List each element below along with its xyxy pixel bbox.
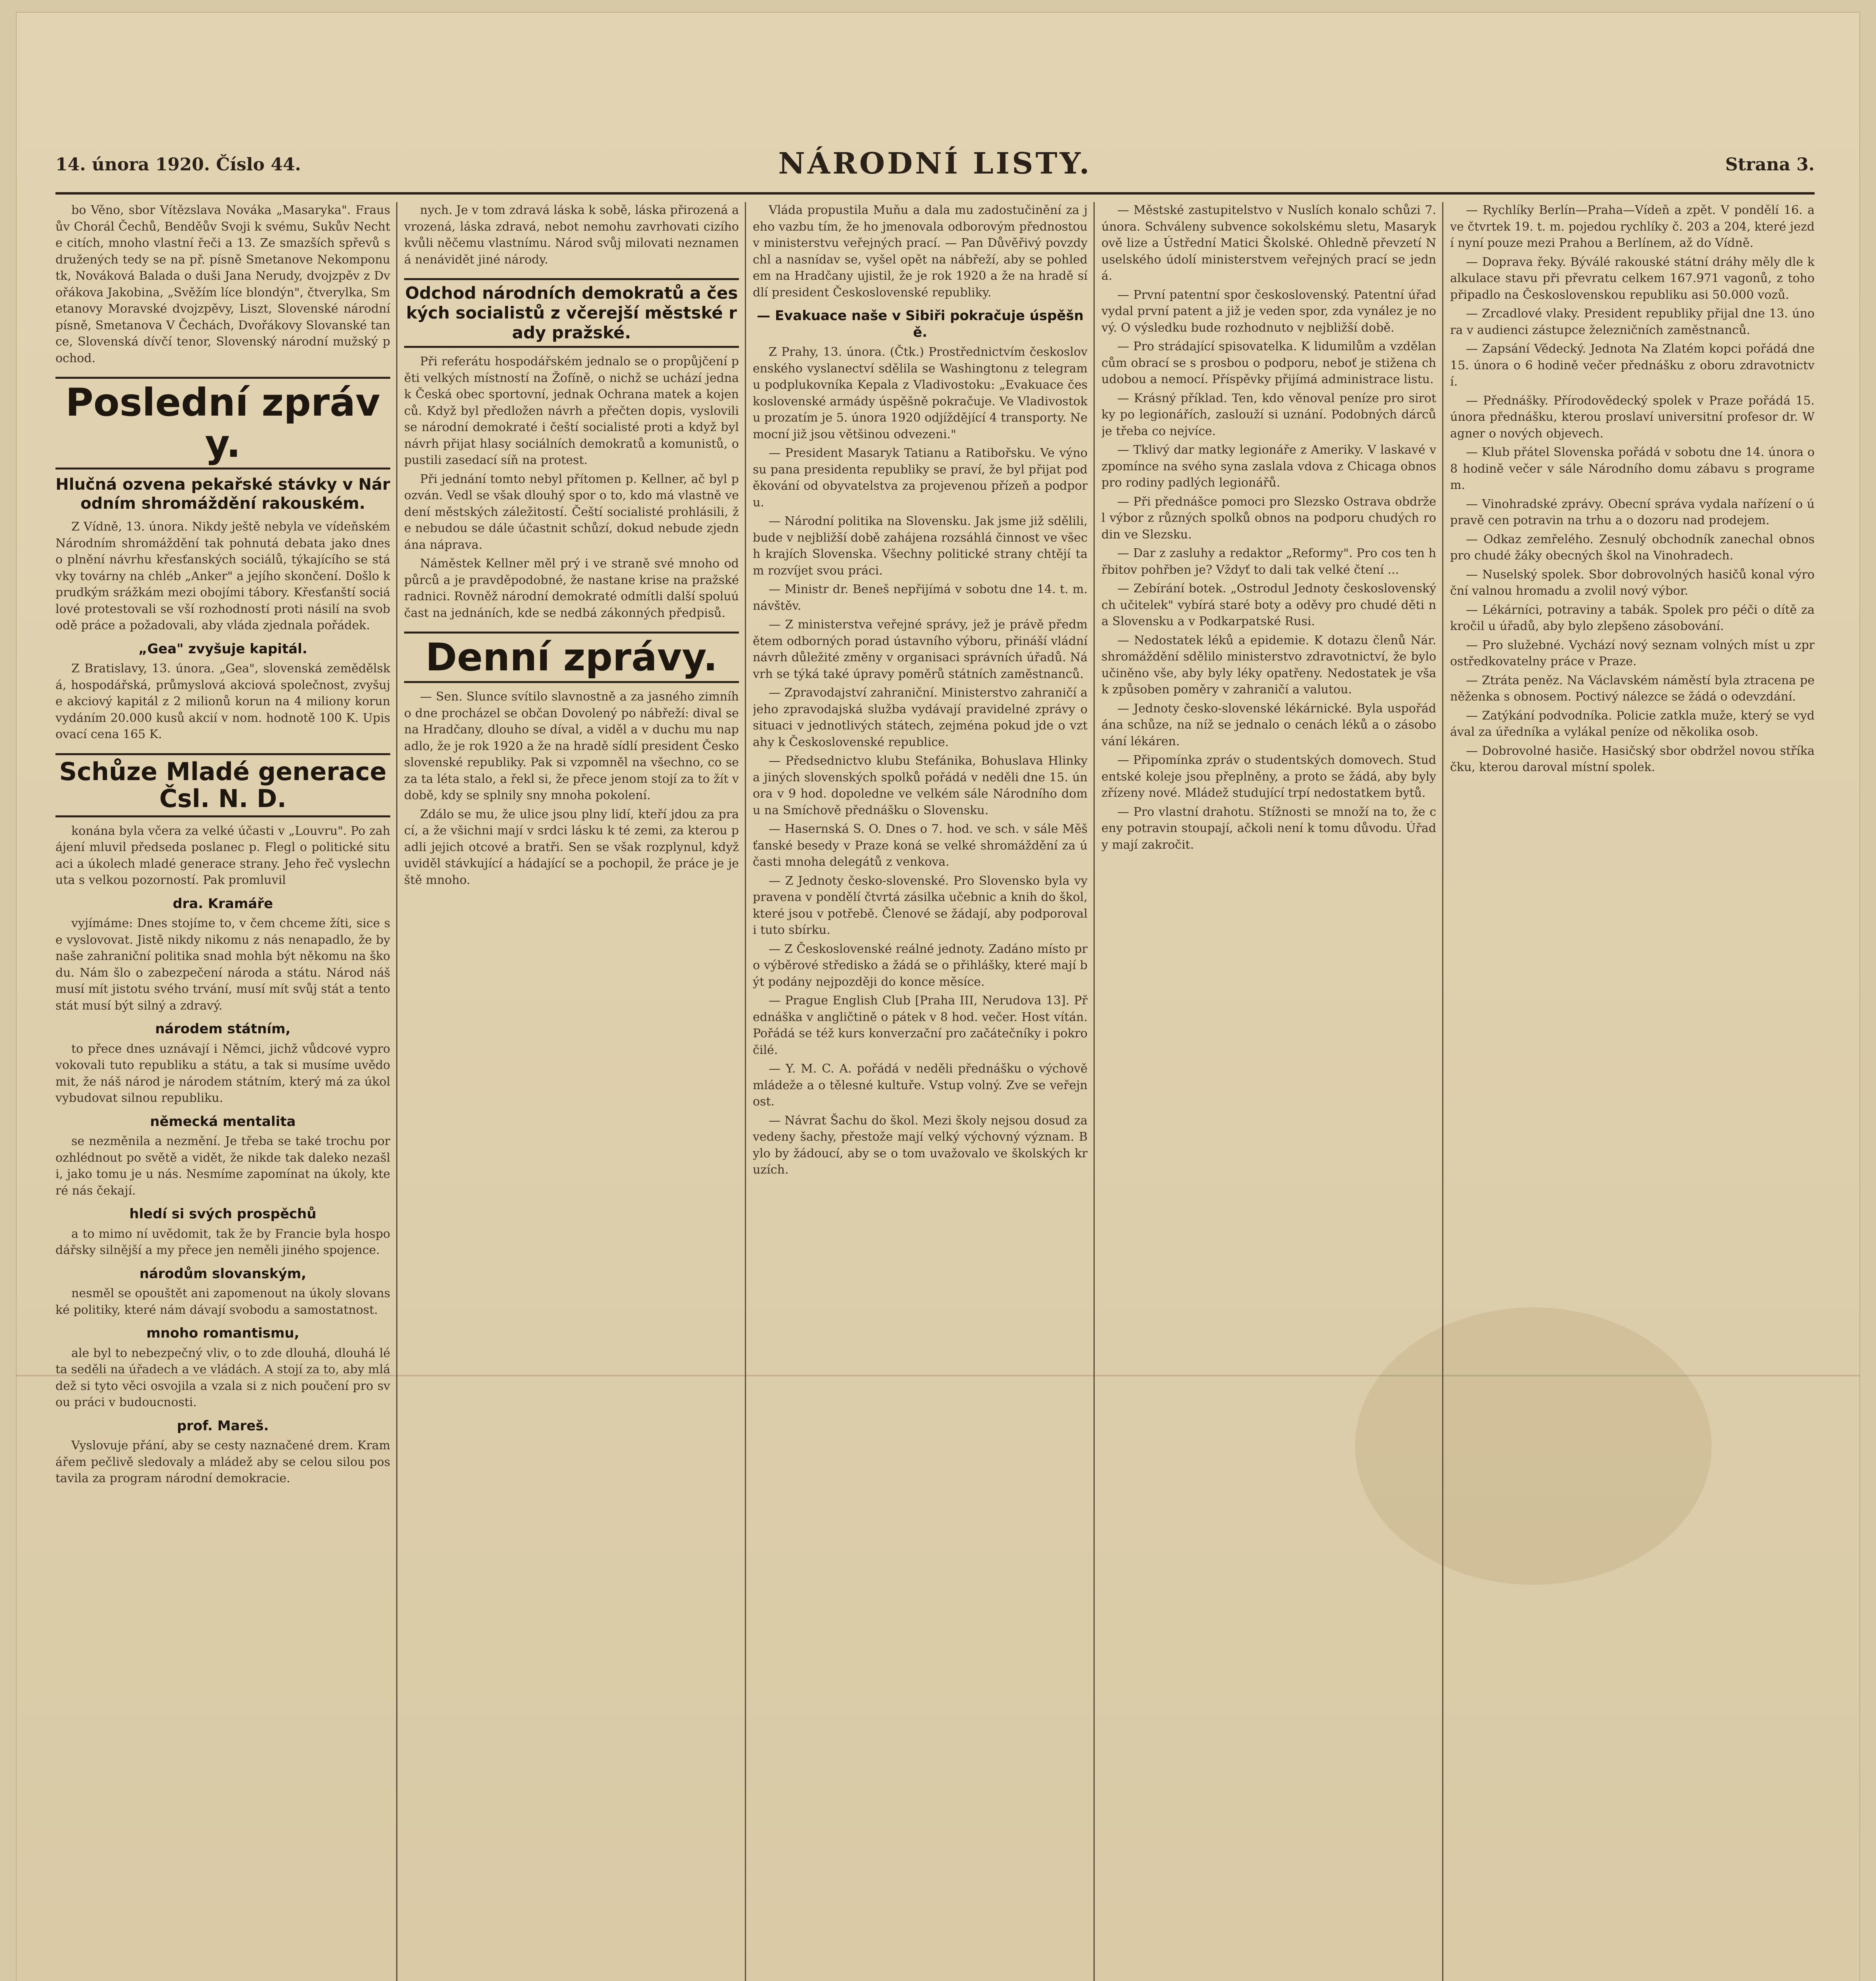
article-text: se nezměnila a nezmění. Je třeba se také trochu porozhlédnout po světě a vidět, že nikde tak daleko nezašli, jako tomu je u nás. Nesmíme zapomínat na úkoly, které nás čekají.: [55, 1134, 390, 1198]
article-text: — Prague English Club [Praha III, Nerudova 13]. Přednáška v angličtině o pátek v 8 hod. večer. Host vítán. Pořádá se též kurs konverzační pro začátečníky i pokročilé.: [753, 994, 1088, 1057]
column-divider: [1094, 202, 1095, 1981]
article-headline: Odchod národních demokratů a českých socialistů z včerejší městské rady pražské.: [404, 278, 739, 348]
article-text: — Pro služebné. Vychází nový seznam volných míst u zprostředkovatelny práce v Praze.: [1450, 638, 1815, 668]
article-text: — Hasernská S. O. Dnes o 7. hod. ve sch. v sále Měšťanské besedy v Praze koná se velké shromáždění za účasti mnoha delegátů z venkova.: [753, 822, 1088, 869]
column-1: [55, 202, 390, 1981]
article-text: nych. Je v tom zdravá láska k sobě, láska přirozená a vrozená, láska zdravá, nebot nemohu zavrhovati cizího kvůli něčemu vlastnímu. Národ svůj milovati neznamená nenávidět jiné národy.: [404, 203, 739, 267]
article-text: — Tklivý dar matky legionáře z Ameriky. V laskavé vzpomínce na svého syna zaslala vdova z Chicaga obnos pro rodiny padlých legionářů.: [1101, 443, 1436, 490]
column-4: [1101, 202, 1436, 1981]
article-text: vyjímáme: Dnes stojíme to, v čem chceme žíti, sice se vyslovovat. Jistě nikdy nikomu z nás nenapadlo, že by naše zahraniční politika snad mohla být někomu na škodu. Nám šlo o zabezpečení národa a státu. Národ náš musí mít jistotu svého trvání, musí mít svůj stát a tento stát musí být silný a zdravý.: [55, 916, 390, 1013]
article-text: Zdálo se mu, že ulice jsou plny lidí, kteří jdou za prací, a že všichni mají v srdci lásku k té zemi, za kterou padli jejich otcové a bratři. Sen se však rozplynul, když uviděl stávkující a hádající se a pochopil, že práce je ještě mnoho.: [404, 807, 739, 887]
article-text: Vláda propustila Muňu a dala mu zadostučinění za jeho vazbu tím, že ho jmenovala odborovým přednostou v ministerstvu veřejných prací. — Pan Důvěřivý povzdychl a nasnídav se, vyšel opět na nábřeží, aby se pohledem na Hradčany ujistil, že je rok 1920 a že na hradě sídlí president Československé republiky.: [753, 203, 1088, 300]
article-text: — Jednoty česko-slovenské lékárnické. Byla uspořádána schůze, na níž se jednalo o cenách léků a o zásobování lékáren.: [1101, 701, 1436, 748]
article-text: Z Bratislavy, 13. února. „Gea", slovenská zemědělská, hospodářská, průmyslová akciová společnost, zvyšuje akciový kapitál z 2 milionů korun na 4 miliony korun vydáním 20.000 kusů akcií v nom. hodnotě 100 K. Upisovací cena 165 K.: [55, 662, 390, 741]
article-headline: Schůze Mladé generace Čsl. N. D.: [55, 753, 390, 817]
article-text: Vyslovuje přání, aby se cesty naznačené drem. Kramářem pečlivě sledovaly a mládež aby se celou silou postavila za program národní demokracie.: [55, 1439, 390, 1485]
article-headline: — Evakuace naše v Sibiři pokračuje úspěšně.: [757, 308, 1084, 340]
article-text: — Ztráta peněz. Na Václavském náměstí byla ztracena peněženka s obnosem. Poctivý nálezce se žádá o odevzdání.: [1450, 673, 1815, 704]
column-5: [1450, 202, 1815, 1981]
page-number: Strana 3.: [1725, 155, 1815, 175]
masthead: NÁRODNÍ LISTY.: [778, 147, 1092, 181]
article-text: — Předsednictvo klubu Stefánika, Bohuslava Hlinky a jiných slovenských spolků pořádá v neděli dne 15. února v 9 hod. dopoledne ve velkém sále Národního domu na Smíchově přednášku o Slovensku.: [753, 754, 1088, 817]
column-2: [404, 202, 739, 1981]
column-divider: [745, 202, 746, 1981]
article-text: — President Masaryk Tatianu a Ratibořsku. Ve výnosu pana presidenta republiky se praví, že byl přijat poděkování od obyvatelstva za projevenou přízeň a podporu.: [753, 446, 1088, 510]
article-text: ale byl to nebezpečný vliv, o to zde dlouhá, dlouhá léta seděli na úřadech a ve vládách. A stojí za to, aby mládež si tyto věci osvojila a vzala si z nich poučení pro svou práci v budoucnosti.: [55, 1346, 390, 1409]
article-text: — Sen. Slunce svítilo slavnostně a za jasného zimního dne procházel se občan Dovolený po nábřeží: dival se na Hradčany, dlouho se díval, a viděl a v duchu mu napadlo, že je rok 1920 a že na hradě sídlí president Československé republiky. Pak si vzpomněl na všechno, co se za ta léta stalo, a řekl si, že přece jenom stojí za to žít v době, kdy se splnily sny mnoha pokolení.: [404, 690, 739, 802]
subheading: mnoho romantismu,: [146, 1325, 300, 1341]
article-text: — Z Jednoty česko-slovenské. Pro Slovensko byla vypravena v pondělí čtvrtá zásilka učebnic a knih do škol, které jsou v potřebě. Členové se žádají, aby podporovali tuto sbírku.: [753, 874, 1088, 937]
article-text: — Připomínka zpráv o studentských domovech. Studentské koleje jsou přeplněny, a proto se žádá, aby byly zřízeny nové. Mládež studující trpí nedostatkem bytů.: [1101, 753, 1436, 800]
column-3: [753, 202, 1088, 1981]
article-text: Z Prahy, 13. února. (Čtk.) Prostřednictvím československého vyslanectví sdělila se Washingtonu z telegramu podplukovníka Kepala z Vladivostoku: „Evakuace československé armády úspěšně pokračuje. Ve Vladivostoku prozatím je 5. února 1920 odjíždějící 4 transporty. Nemocní již jsou většinou odvezeni.": [753, 345, 1088, 441]
article-text: — Přednášky. Přírodovědecký spolek v Praze pořádá 15. února přednášku, kterou proslaví universitní profesor dr. Wagner o nových objevech.: [1450, 393, 1815, 441]
article-text: — Zatýkání podvodníka. Policie zatkla muže, který se vydával za úředníka a vylákal peníze od několika osob.: [1450, 708, 1815, 739]
article-text: — První patentní spor československý. Patentní úřad vydal první patent a již je veden spor, zda vynález je nový. O výsledku bude rozhodnuto v nejbližší době.: [1101, 288, 1436, 335]
article-text: — Rychlíky Berlín—Praha—Vídeň a zpět. V pondělí 16. a ve čtvrtek 19. t. m. pojedou rychlíky č. 203 a 204, které jezdí nyní pouze mezi Prahou a Berlínem, až do Vídně.: [1450, 203, 1815, 250]
article-text: — Nedostatek léků a epidemie. K dotazu členů Nár. shromáždění sdělilo ministerstvo zdravotnictví, že bylo učiněno vše, aby byly léky opatřeny. Nedostatek je však způsoben poměry v zahraničí a valutou.: [1101, 633, 1436, 697]
page-header: [55, 147, 1815, 190]
article-text: — Městské zastupitelstvo v Nuslích konalo schůzi 7. února. Schváleny subvence sokolskému sletu, Masarykově lize a Ústřední Matici Školské. Ohledně převzetí Nuselského údolí ministerstvem veřejných prací se jedná.: [1101, 203, 1436, 283]
subheading: národem státním,: [155, 1021, 291, 1037]
header-rule: [55, 192, 1815, 195]
article-text: Náměstek Kellner měl prý i ve straně své mnoho odpůrců a je pravděpodobné, že nastane krise na pražské radnici. Rovněž národní demokraté odmítli další spoluúčast na jednáních, kde se nedbá zákonných předpisů.: [404, 557, 739, 620]
article-text: — Při přednášce pomoci pro Slezsko Ostrava obdržel výbor z různých spolků obnos na podporu chudých rodin ve Slezsku.: [1101, 494, 1436, 542]
article-text: — Zrcadlové vlaky. President republiky přijal dne 13. února v audienci zástupce železničních zaměstnanců.: [1450, 307, 1815, 337]
article-text: — Zapsání Vědecký. Jednota Na Zlatém kopci pořádá dne 15. února o 6 hodině večer přednášku z oboru zdravotnictví.: [1450, 342, 1815, 389]
article-text: — Odkaz zemřelého. Zesnulý obchodník zanechal obnos pro chudé žáky obecných škol na Vinohradech.: [1450, 532, 1815, 563]
article-text: Při referátu hospodářském jednalo se o propůjčení pěti velkých místností na Žofíně, o nichž se uchází jednak Česká obec sportovní, jednak Ochrana matek a kojenců. Když byl předložen návrh a přečten dopis, vyslovili se národní demokraté i čeští socialisté proti a když byl návrh přijat hlasy sociálních demokratů a komunistů, opustili zasedací síň na protest.: [404, 355, 739, 467]
subheading: německá mentalita: [150, 1113, 296, 1130]
article-text: — Pro vlastní drahotu. Stížnosti se množí na to, že ceny potravin stoupají, ačkoli není k tomu důvodu. Úřady mají zakročit.: [1101, 805, 1436, 852]
article-text: — Národní politika na Slovensku. Jak jsme již sdělili, bude v nejbližší době zahájena rozsáhlá činnost ve všech krajích Slovenska. Všechny politické strany chtějí tam rozvíjet svou práci.: [753, 514, 1088, 578]
article-text: — Z Československé reálné jednoty. Zadáno místo pro výběrové středisko a žádá se o přihlášky, které mají být podány nejpozději do konce měsíce.: [753, 942, 1088, 989]
column-divider: [1442, 202, 1443, 1981]
article-text: — Dobrovolné hasiče. Hasičský sbor obdržel novou stříkačku, kterou daroval místní spolek.: [1450, 744, 1815, 774]
article-text: — Klub přátel Slovenska pořádá v sobotu dne 14. února o 8 hodině večer v sále Národního domu zábavu s programem.: [1450, 445, 1815, 492]
article-text: — Návrat Šachu do škol. Mezi školy nejsou dosud zavedeny šachy, přestože mají velký výchovný význam. Bylo by žádoucí, aby se o tom uvažovalo ve školských kruzích.: [753, 1113, 1088, 1177]
section-heading: Denní zprávy.: [404, 632, 739, 683]
article-text: nesměl se opouštět ani zapomenout na úkoly slovanské politiky, které nám dávají svobodu a samostatnost.: [55, 1286, 390, 1317]
article-text: — Lékárníci, potraviny a tabák. Spolek pro péči o dítě zakročil u úřadů, aby bylo zlepšeno zásobování.: [1450, 603, 1815, 633]
article-headline: Hlučná ozvena pekařské stávky v Národním shromáždění rakouském.: [55, 475, 390, 513]
article-text: Z Vídně, 13. února. Nikdy ještě nebyla ve vídeňském Národním shromáždění tak pohnutá debata jako dnes o plnění návrhu křesťanských sociálů, týkajícího se stávky továrny na chléb „Anker" a jejího skončení. Došlo k prudkým srážkám mezi obojími tábory. Křesťanští sociálové protestovali se vší rozhodností proti násilí na svobodě práce a požadovali, aby vláda zjednala pořádek.: [55, 520, 390, 632]
article-headline: „Gea" zvyšuje kapitál.: [138, 641, 307, 657]
article-text: a to mimo ní uvědomit, tak že by Francie byla hospodářsky silnější a my přece jen neměli jiného spojence.: [55, 1227, 390, 1257]
article-text: — Vinohradské zprávy. Obecní správa vydala nařízení o úpravě cen potravin na trhu a o dozoru nad prodejem.: [1450, 497, 1815, 527]
article-text: — Nuselský spolek. Sbor dobrovolných hasičů konal výroční valnou hromadu a zvolil nový výbor.: [1450, 567, 1815, 598]
article-text: — Dar z zasluhy a redaktor „Reformy". Pro cos ten hřbitov pohřben je? Vždyť to dali tak velké čtení ...: [1101, 546, 1436, 577]
article-text: — Pro strádající spisovatelka. K lidumilům a vzdělancům obrací se s prosbou o podporu, neboť je stižena chudobou a nemocí. Příspěvky přijímá administrace listu.: [1101, 340, 1436, 386]
issue-date: 14. února 1920. Číslo 44.: [55, 155, 301, 175]
article-text: — Zpravodajství zahraniční. Ministerstvo zahraničí a jeho zpravodajská služba vydávají pravidelné zprávy o situaci v jednotlivých státech, zejména pokud jde o vztahy k Československé republice.: [753, 686, 1088, 749]
article-text: konána byla včera za velké účasti v „Louvru". Po zahájení mluvil předseda poslanec p. Flegl o politické situaci a úkolech mladé generace strany. Jeho řeč vyslechnuta s velkou pozorností. Pak promluvil: [55, 824, 390, 887]
article-text: — Doprava řeky. Býválé rakouské státní dráhy měly dle kalkulace stavu při převratu celkem 167.971 vagonů, z toho připadlo na Československou republiku asi 50.000 vozů.: [1450, 255, 1815, 302]
article-text: to přece dnes uznávají i Němci, jichž vůdcové vyprovokovali tuto republiku a státu, a tak si musíme uvědomit, že náš národ je národem státním, který má za úkol vybudovat silnou republiku.: [55, 1042, 390, 1105]
article-text: — Krásný příklad. Ten, kdo věnoval peníze pro sirotky po legionářích, zaslouží si uznání. Podobných dárců je třeba co nejvíce.: [1101, 391, 1436, 438]
section-heading: Poslední zprávy.: [55, 377, 390, 469]
subheading: hledí si svých prospěchů: [129, 1206, 317, 1222]
article-text: bo Věno, sbor Vítězslava Nováka „Masaryka". Frausův Chorál Čechů, Benděův Svoji k svému, Sukův Nechte citích, mnoho vlastní řeči a 13. Ze smazších spřevů sdružených tedy se na př. písně Smetanove Nekomponutk, Nováková Balada o duši Jana Nerudy, dvojzpěv z Dvořákova Jakobina, „Svěžím líce blondýn", čtverylka, Smetanovy Moravské dvojzpěvy, Liszt, Slovenské národní písně, Smetanova V Čechách, Dvořákovy Slovanské tance, Slovenská dívčí tenor, Slovenský národní mužský pochod.: [55, 203, 390, 365]
column-divider: [396, 202, 397, 1981]
article-text: — Ministr dr. Beneš nepřijímá v sobotu dne 14. t. m. návštěv.: [753, 582, 1088, 613]
article-text: — Z ministerstva veřejné správy, jež je právě předmětem odborných porad ústavního výboru, přináší vládní návrh důležité změny v organisaci správních úřadů. Návrh se týká také úpravy poměrů státních zaměstnanců.: [753, 618, 1088, 681]
article-text: — Y. M. C. A. pořádá v neděli přednášku o výchově mládeže a o tělesné kultuře. Vstup volný. Zve se veřejnost.: [753, 1062, 1088, 1109]
subheading: dra. Kramáře: [172, 895, 273, 912]
article-text: Při jednání tomto nebyl přítomen p. Kellner, ač byl pozván. Vedl se však dlouhý spor o to, kdo má vlastně vedení městských záležitostí. Čeští socialisté prohlásili, že nebudou se dále účastnit schůzí, dokud nebude zjednána náprava.: [404, 472, 739, 552]
subheading: národům slovanským,: [139, 1265, 306, 1282]
subheading: prof. Mareš.: [177, 1418, 269, 1434]
article-text: — Zebírání botek. „Ostrodul Jednoty československých učitelek" vybírá staré boty a oděvy pro chudé děti na Slovensku a v Podkarpatské Rusi.: [1101, 582, 1436, 628]
